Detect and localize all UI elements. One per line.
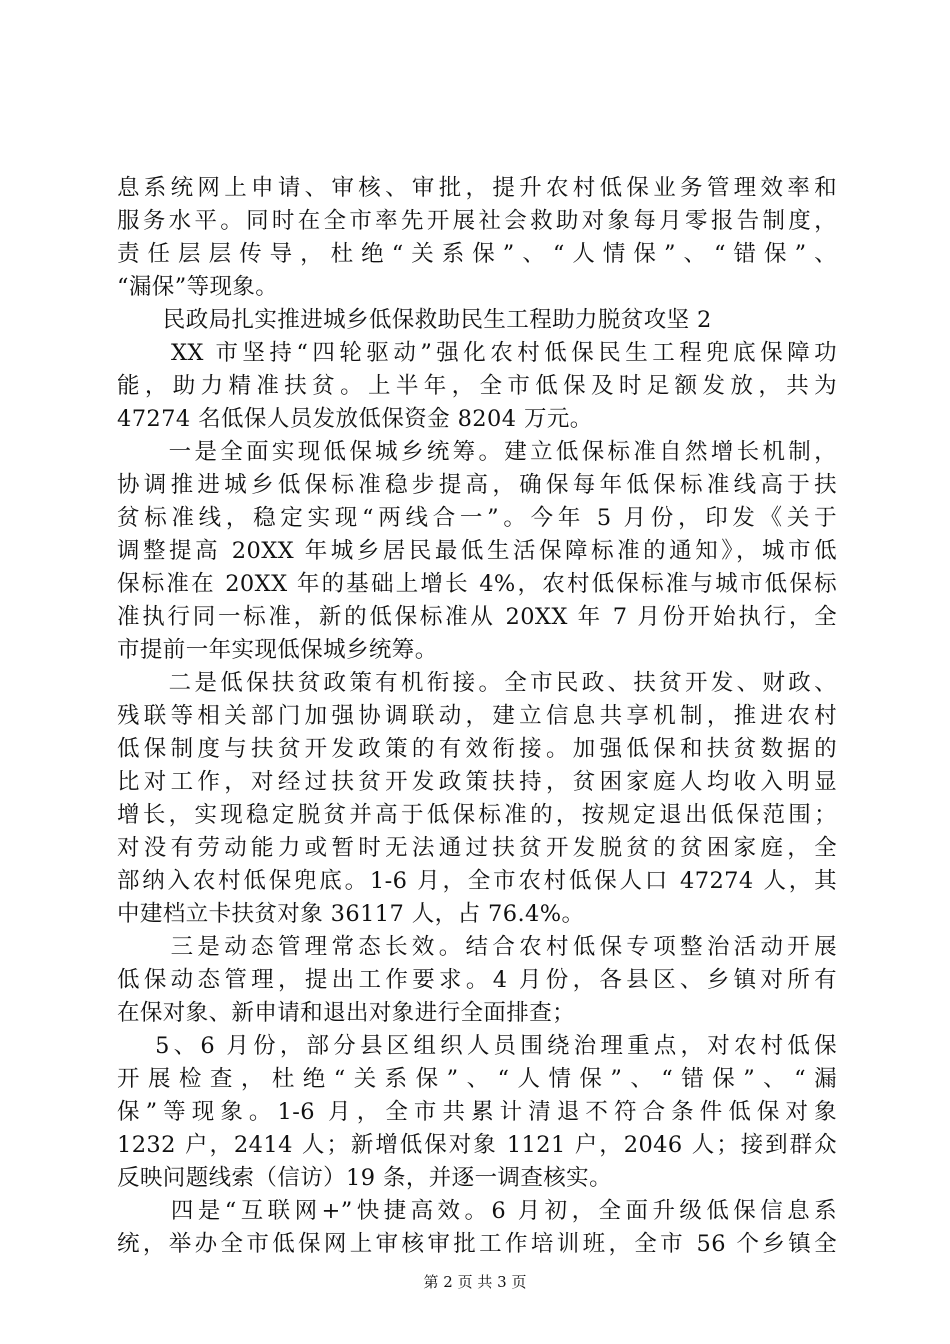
text-line: 增长，实现稳定脱贫并高于低保标准的，按规定退出低保范围； [117, 802, 837, 828]
text-line: 市提前一年实现低保城乡统筹。 [117, 637, 438, 663]
text-line: 比对工作，对经过扶贫开发政策扶持，贫困家庭人均收入明显 [117, 769, 837, 795]
text-line: 二是低保扶贫政策有机衔接。全市民政、扶贫开发、财政、 [117, 670, 837, 696]
text-line: 残联等相关部门加强协调联动，建立信息共享机制，推进农村 [117, 703, 837, 729]
document-body [117, 172, 837, 1261]
text-line: 1232 户，2414 人；新增低保对象 1121 户，2046 人；接到群众 [117, 1132, 837, 1158]
text-line: 一是全面实现低保城乡统筹。建立低保标准自然增长机制， [117, 439, 837, 465]
text-line: 保标准在 20XX 年的基础上增长 4%，农村低保标准与城市低保标 [117, 571, 837, 597]
page-footer: 第 2 页 共 3 页 [423, 1273, 527, 1291]
text-line: 统，举办全市低保网上审核审批工作培训班，全市 56 个乡镇全 [117, 1231, 837, 1257]
text-line: 对没有劳动能力或暂时无法通过扶贫开发脱贫的贫困家庭，全 [117, 835, 837, 861]
text-line: 低保制度与扶贫开发政策的有效衔接。加强低保和扶贫数据的 [117, 736, 837, 762]
text-line: 贫标准线，稳定实现“两线合一”。今年 5 月份，印发《关于 [117, 505, 837, 531]
text-line: 能，助力精准扶贫。上半年，全市低保及时足额发放，共为 [117, 373, 837, 399]
text-line: 协调推进城乡低保标准稳步提高，确保每年低保标准线高于扶 [117, 472, 837, 498]
text-line: 服务水平。同时在全市率先开展社会救助对象每月零报告制度， [117, 208, 837, 234]
text-line: 开展检查，杜绝“关系保”、“人情保”、“错保”、“漏 [117, 1066, 837, 1092]
text-line: 四是“互联网+”快捷高效。6 月初，全面升级低保信息系 [117, 1198, 837, 1224]
text-line: 反映问题线索（信访）19 条，并逐一调查核实。 [117, 1165, 612, 1191]
text-line: 三是动态管理常态长效。结合农村低保专项整治活动开展 [117, 934, 837, 960]
text-line: 5、6 月份，部分县区组织人员围绕治理重点，对农村低保 [117, 1033, 837, 1059]
text-line: 部纳入农村低保兜底。1-6 月，全市农村低保人口 47274 人，其 [117, 868, 837, 894]
text-line: 在保对象、新申请和退出对象进行全面排查； [117, 1000, 576, 1026]
text-line: 低保动态管理，提出工作要求。4 月份，各县区、乡镇对所有 [117, 967, 837, 993]
text-line: “漏保”等现象。 [117, 274, 279, 300]
text-line: 调整提高 20XX 年城乡居民最低生活保障标准的通知》，城市低 [117, 538, 837, 564]
text-line: 准执行同一标准，新的低保标准从 20XX 年 7 月份开始执行，全 [117, 604, 837, 630]
text-line: 47274 名低保人员发放低保资金 8204 万元。 [117, 406, 593, 432]
text-line: 责任层层传导，杜绝“关系保”、“人情保”、“错保”、 [117, 241, 837, 267]
text-line: XX 市坚持“四轮驱动”强化农村低保民生工程兜底保障功 [117, 340, 837, 366]
text-line: 中建档立卡扶贫对象 36117 人，占 76.4%。 [117, 901, 585, 927]
text-line: 保”等现象。1-6 月，全市共累计清退不符合条件低保对象 [117, 1099, 837, 1125]
text-line: 息系统网上申请、审核、审批，提升农村低保业务管理效率和 [117, 175, 837, 201]
text-line: 民政局扎实推进城乡低保救助民生工程助力脱贫攻坚 2 [117, 307, 712, 333]
